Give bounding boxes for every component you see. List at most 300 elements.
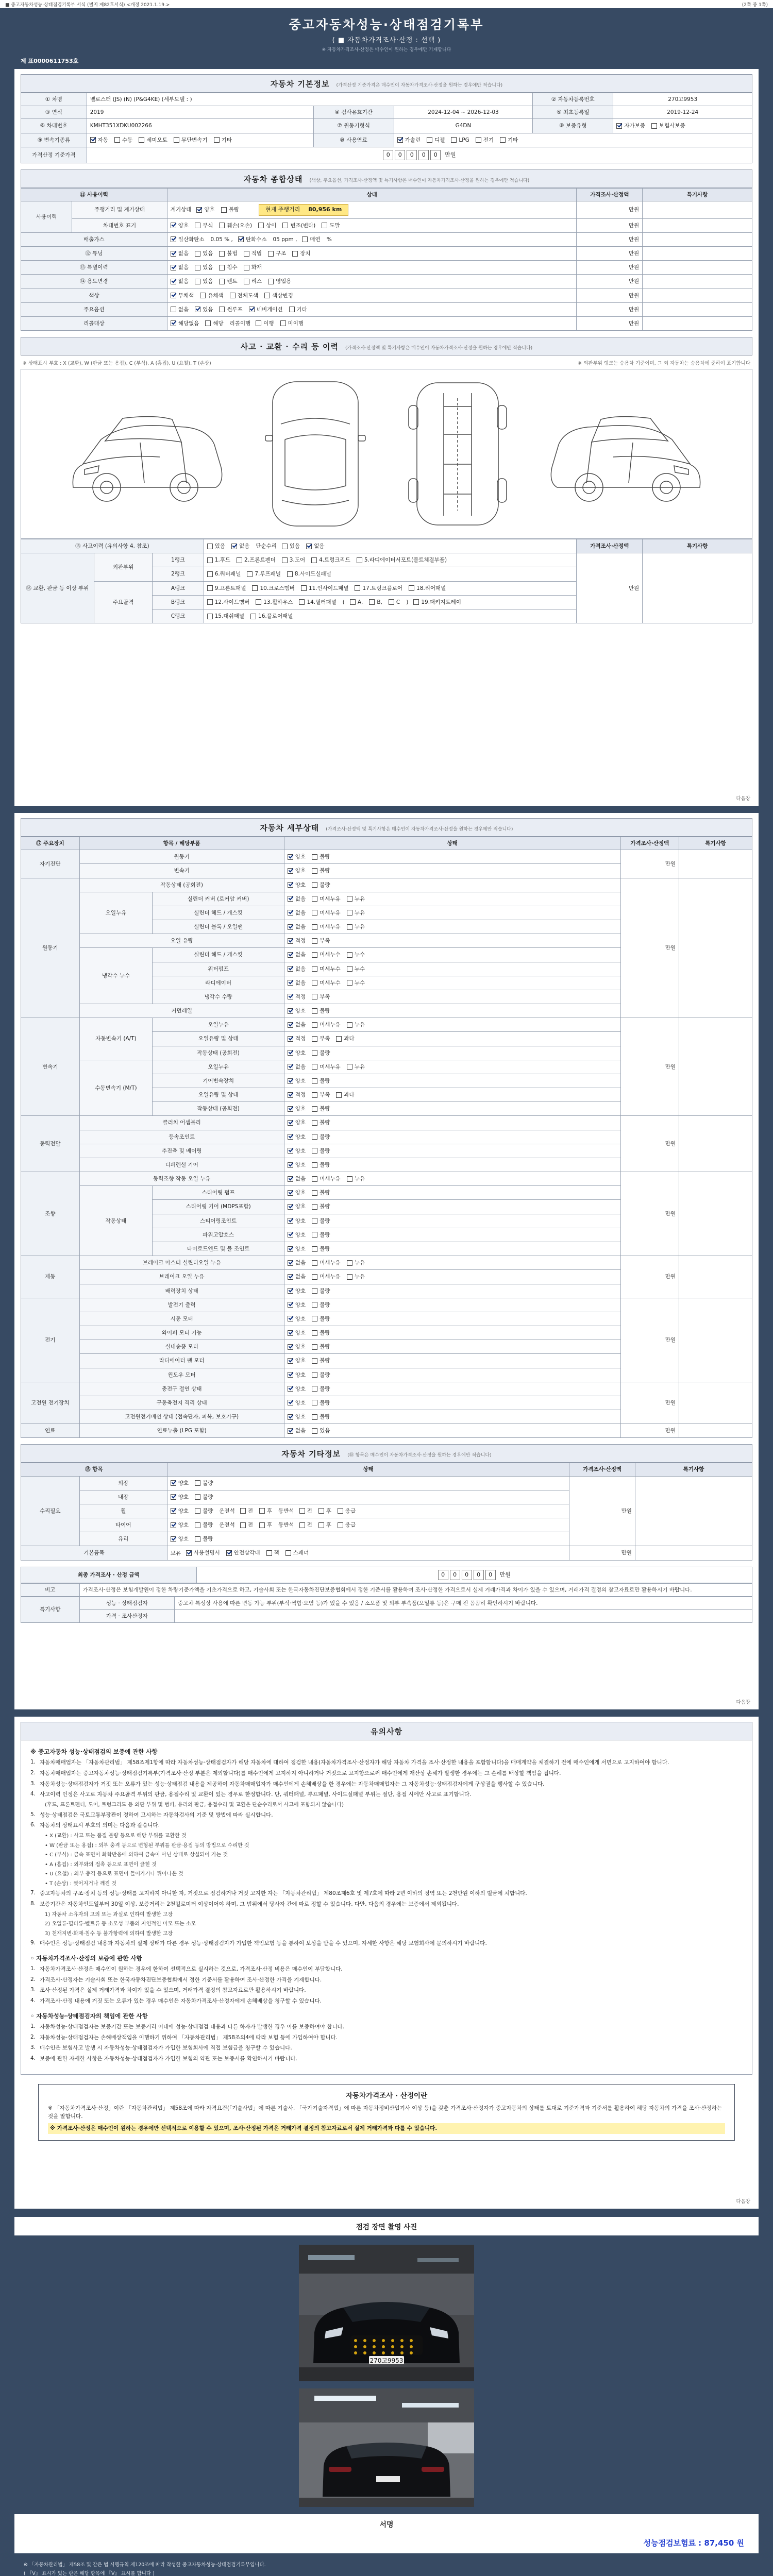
checkbox-unchecked-icon: [347, 1176, 352, 1182]
cell: [167, 1490, 569, 1504]
checkbox-unchecked-icon: [318, 1522, 324, 1528]
checkbox-unchecked-icon: [266, 1550, 272, 1556]
cell: ④ 검사유효기간: [313, 106, 394, 119]
car-diagram-top-view: [261, 377, 369, 531]
cell: 만원: [620, 850, 679, 878]
next-page-label: 다음장: [736, 1700, 750, 1705]
pricing-definition-box: [38, 2084, 735, 2141]
check-option: [244, 250, 262, 257]
cell: [87, 133, 313, 147]
check-label: 양호: [295, 1147, 306, 1154]
cell: 고전원전기배선 상태 (접속단자, 피복, 보호기구): [79, 1410, 284, 1424]
check-label: 없음: [295, 1063, 306, 1070]
check-label: 누유: [354, 1274, 365, 1280]
checkbox-unchecked-icon: [476, 137, 481, 143]
check-label: 5.라디에이터서포트(볼트체결부품): [364, 557, 447, 564]
cell: [284, 1060, 620, 1074]
check-label: 없음: [295, 952, 306, 958]
check-label: 불량: [320, 1414, 330, 1420]
notice-text: 매수인은 보험사고 발생 시 자동차성능·상태점검자가 가입한 보험회사에 직접 보험금을 청구할 수 있습니다.: [40, 2045, 292, 2052]
checkbox-checked-icon: [226, 1550, 232, 1556]
check-label: 미세누유: [320, 909, 341, 916]
checkbox-checked-icon: [288, 1008, 293, 1014]
text-token: %: [326, 236, 332, 243]
cell: [284, 1242, 620, 1256]
cell: 특기사항: [643, 539, 752, 553]
cell: 배출가스: [21, 232, 167, 246]
cell: 색상: [21, 289, 167, 302]
checkbox-unchecked-icon: [244, 251, 249, 257]
cell: [284, 1088, 620, 1102]
cell: 성능 · 상태점검자: [79, 1597, 174, 1609]
checkbox-unchecked-icon: [195, 1536, 200, 1542]
text-token: 계기상태: [170, 207, 192, 213]
check-label: 9.프론트패널: [214, 585, 246, 591]
check-option: [288, 1021, 306, 1028]
checkbox-unchecked-icon: [312, 1134, 317, 1140]
cell: 라디에이터: [153, 976, 284, 990]
check-label: 무채색: [178, 292, 194, 299]
check-option: [219, 222, 252, 229]
check-option: [651, 122, 685, 129]
check-label: 과다: [344, 1036, 355, 1042]
notice-text: 가격조사·산정 내용에 거짓 또는 오류가 있는 경우 매수인은 자동차가격조사·산정자에게 손해배상을 청구할 수 있습니다.: [40, 1998, 322, 2004]
check-option: [288, 1203, 306, 1210]
notice-item: [30, 1901, 743, 1909]
cell: 2019: [87, 106, 313, 119]
checkbox-checked-icon: [288, 896, 293, 902]
cell: 연료: [21, 1424, 80, 1438]
check-option: [288, 1399, 306, 1406]
checkbox-unchecked-icon: [311, 557, 317, 563]
digit-box: 0: [430, 150, 441, 160]
check-label: 양호: [295, 1077, 306, 1084]
checkbox-checked-icon: [288, 994, 293, 999]
cell: 브레이크 마스터 실린더오일 누유: [79, 1256, 284, 1270]
table-row: [21, 316, 752, 330]
table-row: [21, 1382, 752, 1396]
checkbox-unchecked-icon: [252, 585, 258, 591]
cell: [679, 878, 752, 1018]
checkbox-unchecked-icon: [357, 557, 362, 563]
check-option: [195, 264, 213, 271]
check-option: [252, 585, 294, 592]
check-label: 미세누유: [320, 1022, 341, 1028]
check-option: [280, 320, 304, 327]
check-label: 양호: [295, 1106, 306, 1112]
page-1: [14, 69, 759, 806]
cell: 리콜대상: [21, 316, 167, 330]
check-option: [207, 543, 225, 550]
check-option: [338, 1507, 356, 1515]
cell: ⑮ 사고이력 (유의사항 4. 참조): [21, 539, 204, 553]
photos-section-title: 점검 장면 촬영 사진: [14, 2217, 759, 2235]
check-option: [476, 137, 494, 144]
check-label: 전: [307, 1522, 312, 1529]
check-label: 양호: [295, 1301, 306, 1308]
checkbox-checked-icon: [171, 223, 176, 228]
checkbox-unchecked-icon: [312, 1400, 317, 1405]
check-label: 전기: [483, 137, 494, 143]
table-row: [21, 247, 752, 261]
cell: 특기사항: [643, 188, 752, 201]
notice-subitem: 2) 오일류·필터류·벨트류 등 소모성 부품의 자연적인 마모 또는 소모: [45, 1921, 196, 1927]
check-label: 불량: [320, 1217, 330, 1224]
check-label: 미세누유: [320, 924, 341, 930]
car-diagram-rear-perspective: [545, 377, 715, 531]
checkbox-unchecked-icon: [280, 320, 286, 326]
check-label: 10.크로스멤버: [260, 585, 295, 591]
check-label: 불량: [320, 1077, 330, 1084]
notice-number: 3.: [30, 1987, 36, 1993]
check-label: 불량: [320, 1385, 330, 1392]
checkbox-unchecked-icon: [256, 320, 261, 326]
check-label: 없음: [239, 543, 250, 550]
digit-boxes: [438, 1570, 496, 1580]
section-notice-header: [21, 1722, 752, 1740]
table-row: [21, 1018, 752, 1032]
cell: ⑩ 사용연료: [313, 133, 394, 147]
check-option: [288, 1007, 306, 1014]
checkbox-checked-icon: [288, 910, 293, 916]
cell: [284, 1158, 620, 1172]
check-label: 7.루프패널: [255, 571, 281, 578]
check-option: [259, 1507, 272, 1515]
cell: 외장: [79, 1476, 167, 1490]
table-row: [21, 1298, 752, 1312]
form-reference: ■ 중고자동차성능·상태점검기록부 서식 (별지 제82호서식) <개정 2021.1.19.>: [5, 2, 170, 8]
check-option: [288, 1231, 306, 1239]
check-option: [288, 1371, 306, 1379]
checkbox-unchecked-icon: [336, 1092, 342, 1098]
check-option: [288, 1427, 306, 1434]
cell: 만원: [577, 289, 643, 302]
check-label: 없음: [295, 1260, 306, 1266]
digit-box: 0: [407, 150, 417, 160]
check-option: [299, 1507, 312, 1515]
cell: 만원: [620, 878, 679, 1018]
check-label: 양호: [204, 207, 215, 213]
checkbox-unchecked-icon: [312, 1036, 317, 1042]
check-option: [312, 1091, 330, 1098]
cell: 배력장치 상태: [79, 1284, 284, 1298]
notice-text: 사고이력 인정은 사고로 자동차 주요골격 부위의 판금, 용접수리 및 교환이 있는 경우로 한정합니다. 단, 쿼터패널, 루프패널, 사이드실패널 부위는 절단, 용접 시에만 사고로 표기합니다.: [40, 1791, 472, 1798]
notice-number: 1.: [30, 1965, 36, 1972]
cell: [643, 316, 752, 330]
checkbox-unchecked-icon: [268, 279, 274, 284]
check-label: 양호: [295, 1414, 306, 1420]
cell: [204, 609, 577, 623]
section-detail-header: [21, 818, 752, 837]
cell: 특기사항: [635, 1463, 752, 1476]
check-label: 미세누수: [320, 952, 341, 958]
table-row: [21, 275, 752, 289]
table-row: [21, 837, 752, 850]
cell: [284, 1354, 620, 1368]
section-overall-title: 자동차 종합상태: [243, 174, 303, 184]
check-option: [312, 867, 330, 874]
footer-line-1: ※ 「자동차관리법」 제58조 및 같은 법 시행규칙 제120조에 따라 작성한 중고자동차성능·상태점검기록부입니다.: [24, 2562, 266, 2568]
cell: ① 차명: [21, 93, 87, 106]
check-option: [338, 1521, 356, 1529]
check-label: 없음: [178, 250, 189, 257]
notice-text: 자동차성능·상태점검자는 보증기간 또는 보증거리 이내에 성능·상태점검 내용과 다른 하자가 발생한 경우 이를 보증하여야 합니다.: [40, 2023, 344, 2030]
check-option: [312, 895, 341, 903]
text-token: 리콜이행: [229, 320, 251, 327]
cell: 내장: [79, 1490, 167, 1504]
checkbox-unchecked-icon: [312, 994, 317, 999]
check-label: 불량: [320, 868, 330, 874]
checkbox-checked-icon: [288, 1120, 293, 1126]
section-accident-subtitle: (가격조사·산정액 및 특기사항은 매수인이 자동차가격조사·산정을 원하는 경우에만 적습니다): [345, 346, 533, 351]
checkbox-unchecked-icon: [207, 614, 213, 619]
check-option: [357, 556, 447, 564]
checkbox-checked-icon: [288, 1316, 293, 1321]
cell: 자동변속기 (A/T): [79, 1018, 153, 1060]
check-option: [174, 137, 208, 144]
check-option: [312, 993, 330, 1001]
check-label: 네비게이션: [256, 306, 283, 313]
checkbox-unchecked-icon: [174, 137, 179, 143]
check-option: [302, 236, 320, 243]
cell: G4DN: [394, 119, 533, 133]
cell: [284, 990, 620, 1004]
cell: [284, 1186, 620, 1200]
license-plate-text: 270고9953: [369, 2357, 404, 2364]
checkbox-unchecked-icon: [195, 1480, 200, 1486]
cell: 실린더 커버 (로커암 커버): [153, 892, 284, 906]
checkbox-unchecked-icon: [312, 952, 317, 958]
check-option: [240, 1521, 253, 1529]
section-accident-title: 사고 · 교환 · 수리 등 이력: [240, 342, 339, 352]
checkbox-unchecked-icon: [318, 1508, 324, 1514]
check-label: 있음: [203, 306, 213, 313]
check-option: [312, 1049, 330, 1057]
signature-label: 서명: [379, 2521, 394, 2529]
check-label: 도말: [329, 222, 340, 229]
table-row: [21, 119, 752, 133]
check-option: [288, 1105, 306, 1112]
check-label: 응급: [345, 1507, 356, 1514]
check-label: LPG: [459, 137, 469, 143]
cell: [284, 1032, 620, 1046]
check-option: [312, 1217, 330, 1225]
cell: [167, 261, 577, 275]
mileage-highlight: [259, 204, 348, 216]
check-label: 썬루프: [227, 306, 243, 313]
check-label: 양호: [295, 1344, 306, 1350]
check-option: [312, 979, 341, 987]
checkbox-unchecked-icon: [312, 938, 317, 944]
check-option: [171, 1535, 189, 1543]
cell: 오일유량 및 상태: [153, 1088, 284, 1102]
cell: ⑯ 교환, 판금 등 이상 부위: [21, 553, 94, 623]
text-token: 보유: [170, 1550, 181, 1556]
checkbox-unchecked-icon: [312, 882, 317, 888]
cell: ⑤ 최초등록일: [533, 106, 613, 119]
check-option: [90, 137, 108, 144]
check-option: [347, 1021, 365, 1028]
cell: 가격조사·산정액: [577, 539, 643, 553]
cell: 냉각수 수량: [153, 990, 284, 1004]
checkbox-checked-icon: [171, 1494, 176, 1500]
check-label: 수동: [122, 137, 133, 143]
check-label: 전: [247, 1522, 253, 1529]
check-option: [347, 909, 365, 917]
check-label: 없음: [295, 965, 306, 972]
checkbox-checked-icon: [171, 1480, 176, 1486]
cell: [679, 1298, 752, 1382]
cell: 만원: [577, 302, 643, 316]
check-label: 기타: [221, 137, 232, 143]
check-label: 양호: [295, 1315, 306, 1322]
cell: 오일누유: [153, 1018, 284, 1032]
check-option: [288, 1077, 306, 1084]
check-label: 해당없음: [178, 320, 199, 327]
cell: [643, 275, 752, 289]
cell: 2랭크: [153, 567, 204, 581]
cell: [167, 1476, 569, 1490]
check-option: [205, 320, 223, 327]
check-option: [195, 250, 213, 257]
check-option: [336, 1035, 354, 1042]
check-option: [266, 1549, 279, 1556]
cell: [284, 962, 620, 976]
checkbox-unchecked-icon: [336, 1036, 342, 1042]
checkbox-unchecked-icon: [312, 1232, 317, 1238]
check-label: 후: [266, 1522, 273, 1529]
table-row: [21, 1116, 752, 1130]
checkbox-unchecked-icon: [312, 980, 317, 986]
checkbox-checked-icon: [288, 1386, 293, 1392]
checkbox-unchecked-icon: [139, 137, 144, 143]
checkbox-checked-icon: [238, 236, 244, 242]
check-label: 불량: [320, 1371, 330, 1378]
car-diagram-panel: [21, 369, 752, 539]
check-label: 적정: [295, 938, 306, 944]
cell: [284, 1424, 620, 1438]
check-label: B,: [377, 599, 382, 605]
table-row: [21, 289, 752, 302]
cell: A랭크: [153, 581, 204, 595]
cell: [679, 1382, 752, 1424]
check-option: [347, 1273, 365, 1280]
check-label: 침수: [227, 264, 238, 271]
check-label: 양호: [295, 1204, 306, 1210]
checkbox-unchecked-icon: [312, 1274, 317, 1280]
check-label: 양호: [295, 1161, 306, 1168]
checkbox-unchecked-icon: [195, 1508, 200, 1514]
check-label: 구조: [275, 250, 287, 257]
checkbox-checked-icon: [288, 980, 293, 986]
cell: [284, 1326, 620, 1340]
check-option: [219, 306, 242, 313]
check-label: 있음: [203, 250, 213, 257]
checkbox-checked-icon: [288, 1092, 293, 1098]
cell: ⑰ 주요장치: [21, 837, 80, 850]
check-option: [247, 570, 281, 578]
checkbox-unchecked-icon: [282, 223, 288, 228]
notice-body: [21, 1740, 752, 2075]
cell: 사용이력: [21, 201, 72, 232]
check-option: [196, 206, 214, 213]
checkbox-unchecked-icon: [389, 599, 394, 605]
check-option: [312, 1203, 330, 1210]
check-label: 없음: [178, 278, 189, 285]
checkbox-unchecked-icon: [312, 1288, 317, 1294]
checkbox-unchecked-icon: [312, 1316, 317, 1321]
check-option: [207, 613, 244, 620]
cell: [394, 133, 752, 147]
cell: 2019-12-24: [613, 106, 752, 119]
check-option: [186, 1549, 220, 1556]
check-option: [226, 1549, 260, 1556]
cell: 오일누유: [79, 892, 153, 934]
checkbox-checked-icon: [288, 1134, 293, 1140]
check-option: [268, 250, 286, 257]
cell: [284, 920, 620, 934]
cell: 상태: [167, 188, 577, 201]
cell: 실린더 헤드 / 개스킷: [153, 948, 284, 962]
cell: [204, 539, 577, 553]
cell: 스티어링 펌프: [153, 1186, 284, 1200]
cell: 만원: [620, 1382, 679, 1424]
notice-text: 보증기간은 자동차인도일부터 30일 이상, 보증거리는 2천킬로미터 이상이어야 하며, 그 범위에서 당사자 간에 따로 정할 수 있습니다. 다만, 다음의 경우에는 보증에서 제외됩니다.: [40, 1901, 459, 1907]
document-header: [0, 8, 773, 54]
check-option: [288, 1287, 306, 1295]
inspection-photos: [0, 2245, 773, 2507]
check-option: [288, 1217, 306, 1225]
check-label: 양호: [295, 1371, 306, 1378]
cell: 와이퍼 모터 기능: [79, 1326, 284, 1340]
check-label: 적정: [295, 993, 306, 1000]
diagram-legend-row: [21, 355, 752, 369]
table-row: [21, 1424, 752, 1438]
table-row: [21, 93, 752, 106]
check-label: 양호: [295, 1190, 306, 1196]
checkbox-checked-icon: [231, 544, 237, 549]
digit-box: 0: [383, 150, 393, 160]
check-option: [171, 1480, 189, 1487]
checkbox-checked-icon: [171, 251, 176, 257]
cell: 상태: [167, 1463, 569, 1476]
checkbox-checked-icon: [288, 1148, 293, 1154]
check-label: 미세누유: [320, 1063, 341, 1070]
checkbox-checked-icon: [171, 1522, 176, 1528]
cell: 만원: [577, 247, 643, 261]
check-label: 기타: [296, 306, 307, 313]
cell: 타이어: [79, 1518, 167, 1532]
cell: 작동상태 (공회전): [153, 1102, 284, 1116]
check-option: [322, 222, 340, 229]
checkbox-checked-icon: [171, 320, 176, 326]
checkbox-unchecked-icon: [171, 307, 176, 312]
cell: [679, 850, 752, 878]
check-label: 11.인사이드패널: [308, 585, 349, 591]
check-label: 양호: [295, 1245, 306, 1252]
notice-text: 조사·산정된 가격은 실제 거래가격과 차이가 있을 수 있으며, 거래가격 결정의 참고자료로만 활용하시기 바랍니다.: [40, 1987, 306, 1994]
digit-box: 0: [474, 1570, 484, 1580]
check-option: [288, 1189, 306, 1196]
check-option: [195, 1480, 213, 1487]
check-option: [237, 556, 276, 564]
cell: ③ 연식: [21, 106, 87, 119]
cell: [284, 976, 620, 990]
check-option: [171, 320, 199, 327]
checkbox-unchecked-icon: [347, 966, 352, 972]
page-2: [14, 813, 759, 1709]
text-token: 운전석: [219, 1508, 235, 1514]
